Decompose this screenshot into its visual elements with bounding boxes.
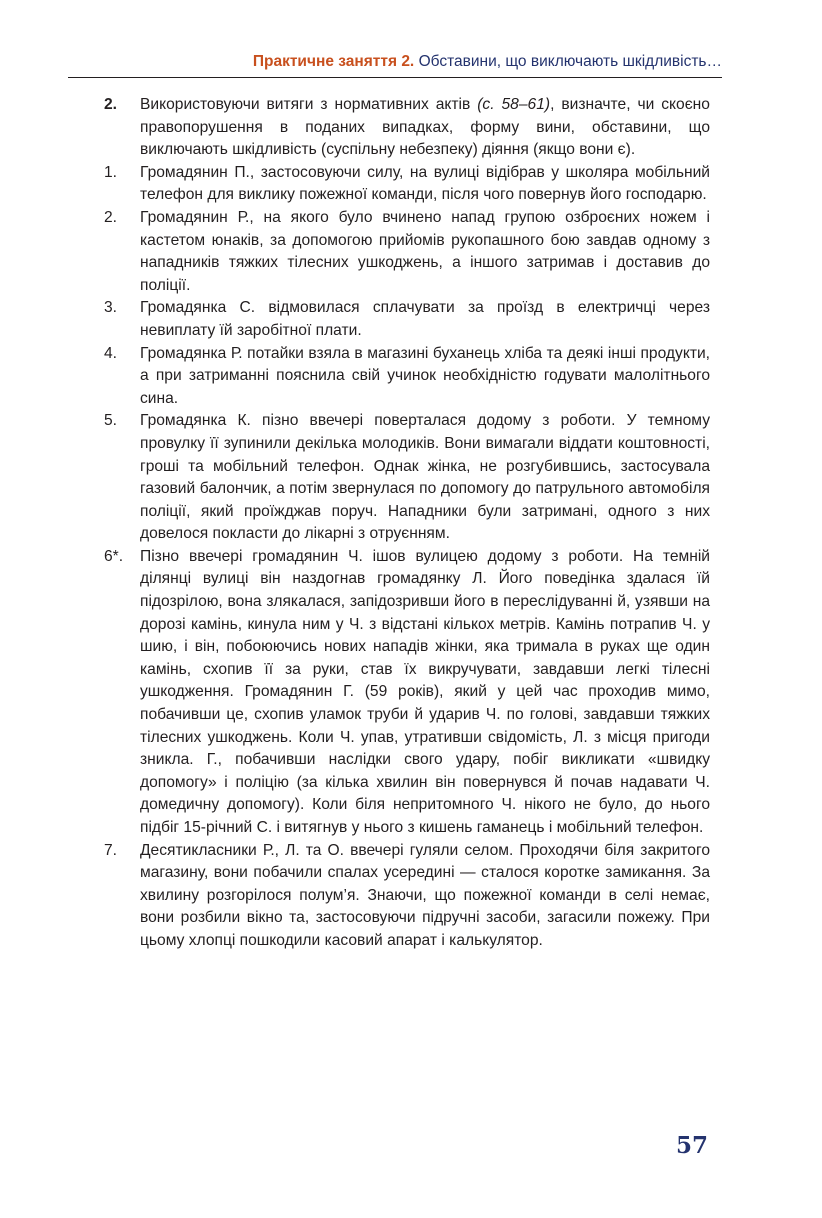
case-number: 5.: [104, 412, 118, 430]
case-item: [104, 343, 710, 411]
case-item: [104, 162, 710, 207]
case-number: 4.: [104, 344, 118, 362]
case-text: Громадянин П., застосовуючи силу, на вулиці відібрав у школяра мобільний телефон для виклику пожежної команди, після чого повернув його господарю.: [140, 163, 710, 204]
case-item: [104, 410, 710, 546]
case-item: [104, 546, 710, 840]
case-item: [104, 207, 710, 297]
case-text: Громадянин Р., на якого було вчинено напад групою озброєних ножем і кастетом юнаків, за допомогою прийомів рукопашного бою завдав одному з нападників тяжких тілесних ушкоджень, а іншого затримав і доставив до поліції.: [140, 208, 710, 294]
case-text: Пізно ввечері громадянин Ч. ішов вулицею додому з роботи. На темній ділянці вулиці він наздогнав громадянку Л. Його поведінка здалася їй підозрілою, вона злякалася, запідозривши його в переслідуванні й, узявши на дорозі камінь, кинула ним у Ч. з відстані кількох метрів. Камінь потрапив Ч. у шию, і він, побоюючись нових нападів жінки, яка тримала в руках ще один камінь, схопив її за руки, став їх викручувати, завдавши легкі тілесні ушкодження. Громадянин Г. (59 років), який у цей час проходив мимо, побачивши це, схопив уламок труби й ударив Ч. по голові, завдавши тяжких тілесних ушкоджень. Коли Ч. упав, утративши свідомість, Л. з місця пригоди зникла. Г., побачивши наслідки свого удару, побіг викликати «швидку допомогу» і поліцію (за кілька хвилин він повернувся й почав надавати Ч. домедичну допомогу). Коли біля непритомного Ч. нікого не було, до нього підбіг 15-річний С. і витягнув у нього з кишень гаманець і мобільний телефон.: [140, 547, 710, 836]
case-text: Громадянка Р. потайки взяла в магазині буханець хліба та деякі інші продукти, а при затриманні пояснила свій учинок необхідністю годувати малолітнього сина.: [140, 344, 710, 407]
case-number: 3.: [104, 299, 118, 317]
case-number: 6*.: [104, 547, 124, 565]
case-item: [104, 840, 710, 953]
task-intro-rest: , визначте, чи скоєно правопорушення в поданих випадках, форму вини, обставини, що виключають шкідливість (суспільну небезпеку) діяння (якщо вони є).: [140, 96, 710, 159]
case-text: Громадянка К. пізно ввечері поверталася додому з роботи. У темному провулку її зупинили декілька молодиків. Вони вимагали віддати коштовності, гроші та мобільний телефон. Однак жінка, не розгубившись, застосувала газовий балончик, а потім звернулася по допомогу до патрульного автомобіля поліції, який проїжджав поруч. Нападники були затримані, одного з них довелося покласти до лікарні з отруєнням.: [140, 412, 710, 543]
header-lesson-label: Практичне заняття 2.: [252, 53, 415, 70]
task-block: [104, 94, 710, 953]
task-citation: (с. 58–61): [477, 96, 551, 113]
page-number: 57: [675, 1132, 708, 1159]
header-divider: [68, 77, 722, 78]
task-intro: [104, 94, 710, 162]
task-number: 2.: [104, 96, 118, 113]
task-intro-text: Використовуючи витяги з нормативних актів: [140, 96, 478, 113]
header-lesson-title: Обставини, що виключають шкідливість…: [418, 53, 722, 70]
case-number: 2.: [104, 208, 118, 226]
case-item: [104, 297, 710, 342]
case-text: Десятикласники Р., Л. та О. ввечері гуляли селом. Проходячи біля закритого магазину, вони побачили спалах усередині — сталося коротке замикання. За хвилину розгорілося полум’я. Знаючи, що пожежної команди в селі немає, вони розбили вікно та, застосовуючи підручні засоби, загасили пожежу. При цьому хлопці пошкодили касовий апарат і калькулятор.: [140, 841, 710, 949]
case-number: 7.: [104, 841, 118, 859]
case-text: Громадянка С. відмовилася сплачувати за проїзд в електричці через невиплату їй заробітної плати.: [140, 299, 710, 339]
running-header: [68, 52, 722, 72]
case-number: 1.: [104, 163, 118, 181]
